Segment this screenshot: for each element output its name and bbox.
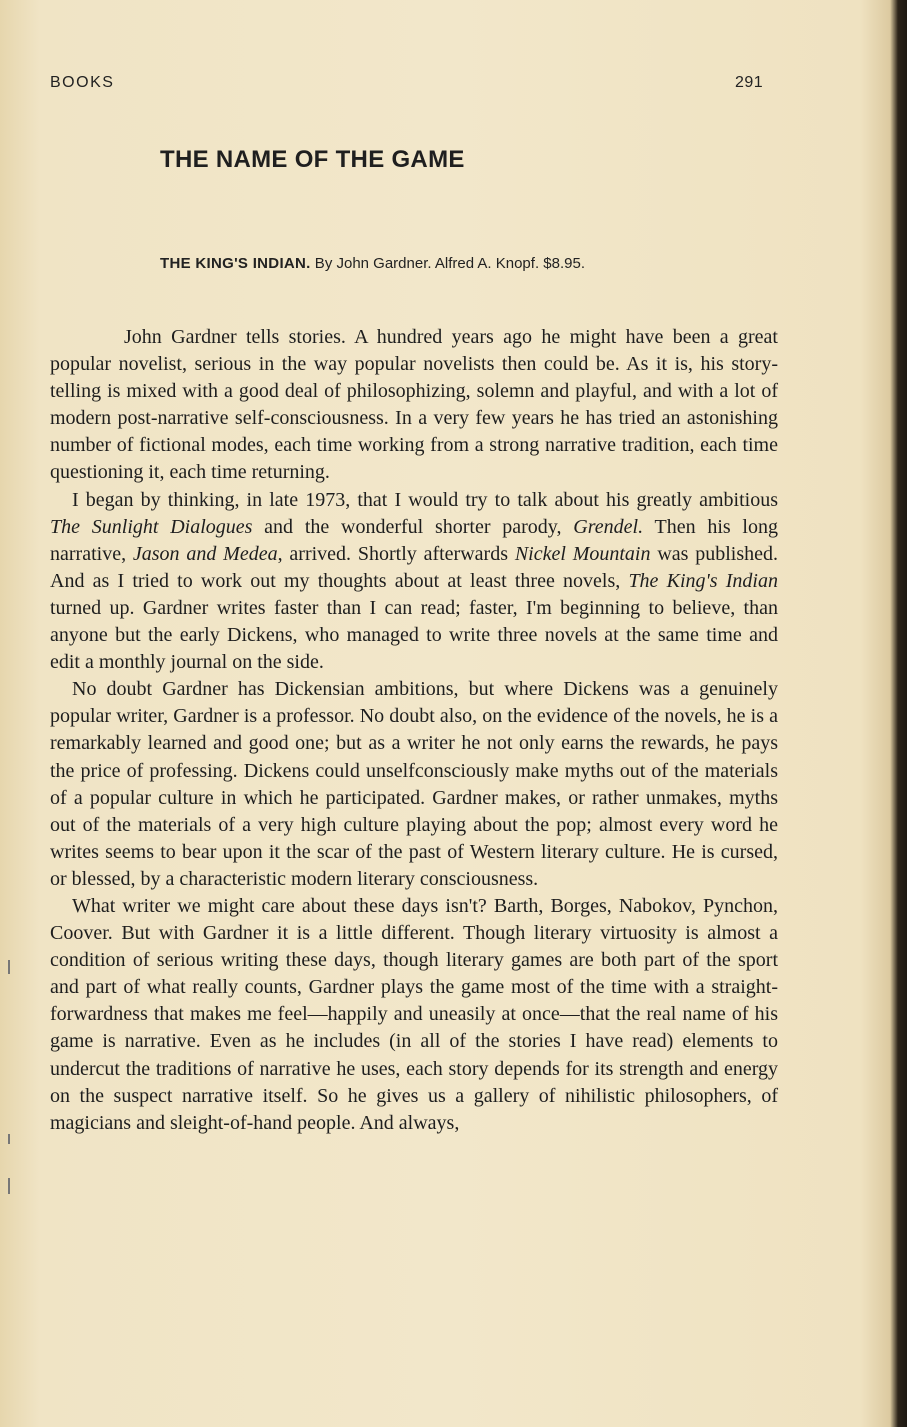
text-run: , arrived. Shortly afterwards [277,542,515,565]
italic-book-title: The King's Indian [628,569,778,592]
margin-mark [8,960,10,974]
running-head-section: BOOKS [50,74,115,91]
text-run: was published. And as I tried to work out my thoughts about at least three novels, [50,542,779,592]
page-number: 291 [735,74,764,91]
article-title: THE NAME OF THE GAME [160,146,465,173]
reviewed-book-title: THE KING'S INDIAN. [160,255,311,272]
text-run: Then his long narrative, [50,515,778,565]
italic-book-title: Jason and Medea [132,542,278,565]
text-run: I began by thinking, in late 1973, that I would try to talk about his greatly ambitious [72,488,778,511]
article-body [50,324,778,1137]
text-run: What writer we might care about these days isn't? Barth, Borges, Nabokov, Pynchon, Coover. But with Gardner it is a little different. Though literary virtuosity is almost a condition of serious writing these days, though literary games are both part of the sport and part of what really counts, Gardner plays the game most of the time with a straight-forwardness that makes me feel—happily and uneasily at once—that the real name of his game is narrative. Even as he includes (in all of the stories I have read) elements to undercut the traditions of narrative he uses, each story depends for its strength and energy on the suspect narrative itself. So he gives us a gallery of nihilistic philosophers, of magicians and sleight-of-hand people. And always, [50,894,778,1134]
margin-mark [8,1134,10,1144]
review-citation [160,255,585,272]
body-paragraph [50,324,778,487]
body-paragraph [50,487,778,677]
italic-book-title: Nickel Mountain [514,542,651,565]
italic-book-title: The Sunlight Dialogues [50,515,253,538]
body-paragraph [50,676,778,893]
text-run: No doubt Gardner has Dickensian ambitions, but where Dickens was a genuinely popular writer, Gardner is a professor. No doubt also, on the evidence of the novels, he is a remarkably learned and good one; but as a writer he not only earns the rewards, he pays the price of professing. Dickens could unselfconsciously make myths out of the materials of a popular culture in which he participated. Gardner makes, or rather unmakes, myths out of the materials of a very high culture playing about the pop; almost every word he writes seems to bear upon it the scar of the past of Western literary culture. He is cursed, or blessed, by a characteristic modern literary consciousness. [50,678,778,890]
margin-mark [8,1178,10,1194]
italic-book-title: Grendel. [573,515,644,538]
text-run: John Gardner tells stories. A hundred years ago he might have been a great popular novelist, serious in the way popular novelists then could be. As it is, his story-telling is mixed with a good deal of philosophizing, solemn and playful, and with a lot of modern post-narrative self-consciousness. In a very few years he has tried an astonishing number of fictional modes, each time working from a strong narrative tradition, each time questioning it, each time returning. [50,326,778,484]
body-paragraph [50,893,778,1137]
review-byline: By John Gardner. Alfred A. Knopf. $8.95. [310,255,585,272]
text-run: turned up. Gardner writes faster than I can read; faster, I'm beginning to believe, than anyone but the early Dickens, who managed to write three novels at the same time and edit a monthly journal on the side. [50,596,778,674]
text-run: and the wonderful shorter parody, [252,515,574,538]
